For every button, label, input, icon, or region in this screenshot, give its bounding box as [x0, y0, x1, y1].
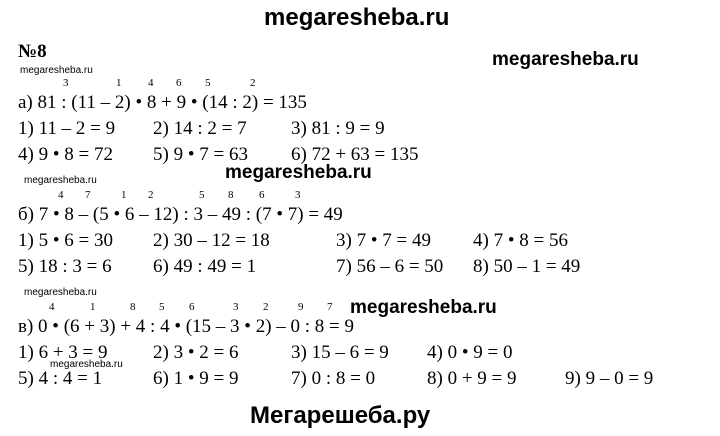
- step: 4) 9 • 8 = 72: [18, 144, 113, 165]
- order-mark: 3: [233, 301, 239, 313]
- order-mark: 7: [85, 189, 91, 201]
- watermark-middle: megaresheba.ru: [225, 162, 372, 183]
- order-mark: 4: [58, 189, 64, 201]
- step: 6) 72 + 63 = 135: [291, 144, 419, 165]
- order-mark: 5: [159, 301, 165, 313]
- step: 7) 0 : 8 = 0: [291, 368, 376, 389]
- step: 3) 81 : 9 = 9: [291, 118, 385, 139]
- task-number: №8: [18, 41, 47, 62]
- step: 7) 56 – 6 = 50: [336, 256, 444, 277]
- step: 1) 5 • 6 = 30: [18, 230, 113, 251]
- step: 6) 49 : 49 = 1: [153, 256, 257, 277]
- watermark-small: megaresheba.ru: [50, 359, 123, 370]
- order-mark: 4: [49, 301, 55, 313]
- watermark-top: megaresheba.ru: [264, 4, 450, 31]
- expression-v: в) 0 • (6 + 3) + 4 : 4 • (15 – 3 • 2) – 0 : 8 = 9: [18, 316, 355, 337]
- order-mark: 3: [63, 77, 69, 89]
- watermark-middle-lower: megaresheba.ru: [350, 297, 497, 318]
- order-mark: 7: [327, 301, 333, 313]
- step: 1) 11 – 2 = 9: [18, 118, 116, 139]
- step: 5) 9 • 7 = 63: [153, 144, 248, 165]
- order-mark: 1: [116, 77, 122, 89]
- order-mark: 5: [199, 189, 205, 201]
- step: 1) 6 + 3 = 9: [18, 342, 108, 363]
- step: 4) 7 • 8 = 56: [473, 230, 568, 251]
- step: 8) 50 – 1 = 49: [473, 256, 581, 277]
- order-mark: 1: [121, 189, 127, 201]
- step: 8) 0 + 9 = 9: [427, 368, 517, 389]
- step: 6) 1 • 9 = 9: [153, 368, 239, 389]
- step: 5) 4 : 4 = 1: [18, 368, 103, 389]
- order-mark: 6: [189, 301, 195, 313]
- order-mark: 2: [250, 77, 256, 89]
- step: 2) 14 : 2 = 7: [153, 118, 247, 139]
- expression-b: б) 7 • 8 – (5 • 6 – 12) : 3 – 49 : (7 • 7) = 49: [18, 204, 343, 225]
- watermark-small: megaresheba.ru: [24, 175, 97, 186]
- order-mark: 8: [228, 189, 234, 201]
- order-mark: 2: [263, 301, 269, 313]
- order-mark: 5: [205, 77, 211, 89]
- order-mark: 4: [148, 77, 154, 89]
- expression-a: а) 81 : (11 – 2) • 8 + 9 • (14 : 2) = 135: [18, 92, 307, 113]
- step: 3) 7 • 7 = 49: [336, 230, 431, 251]
- step: 9) 9 – 0 = 9: [565, 368, 654, 389]
- step: 2) 3 • 2 = 6: [153, 342, 239, 363]
- order-mark: 8: [130, 301, 136, 313]
- watermark-small: megaresheba.ru: [24, 287, 97, 298]
- order-mark: 1: [90, 301, 96, 313]
- order-mark: 6: [259, 189, 265, 201]
- step: 4) 0 • 9 = 0: [427, 342, 513, 363]
- order-mark: 2: [148, 189, 154, 201]
- step: 5) 18 : 3 = 6: [18, 256, 112, 277]
- step: 3) 15 – 6 = 9: [291, 342, 389, 363]
- step: 2) 30 – 12 = 18: [153, 230, 270, 251]
- order-mark: 9: [298, 301, 304, 313]
- watermark-bottom: Мегарешеба.ру: [250, 402, 431, 429]
- watermark-right: megaresheba.ru: [492, 49, 639, 70]
- watermark-small: megaresheba.ru: [20, 65, 93, 76]
- order-mark: 3: [295, 189, 301, 201]
- order-mark: 6: [176, 77, 182, 89]
